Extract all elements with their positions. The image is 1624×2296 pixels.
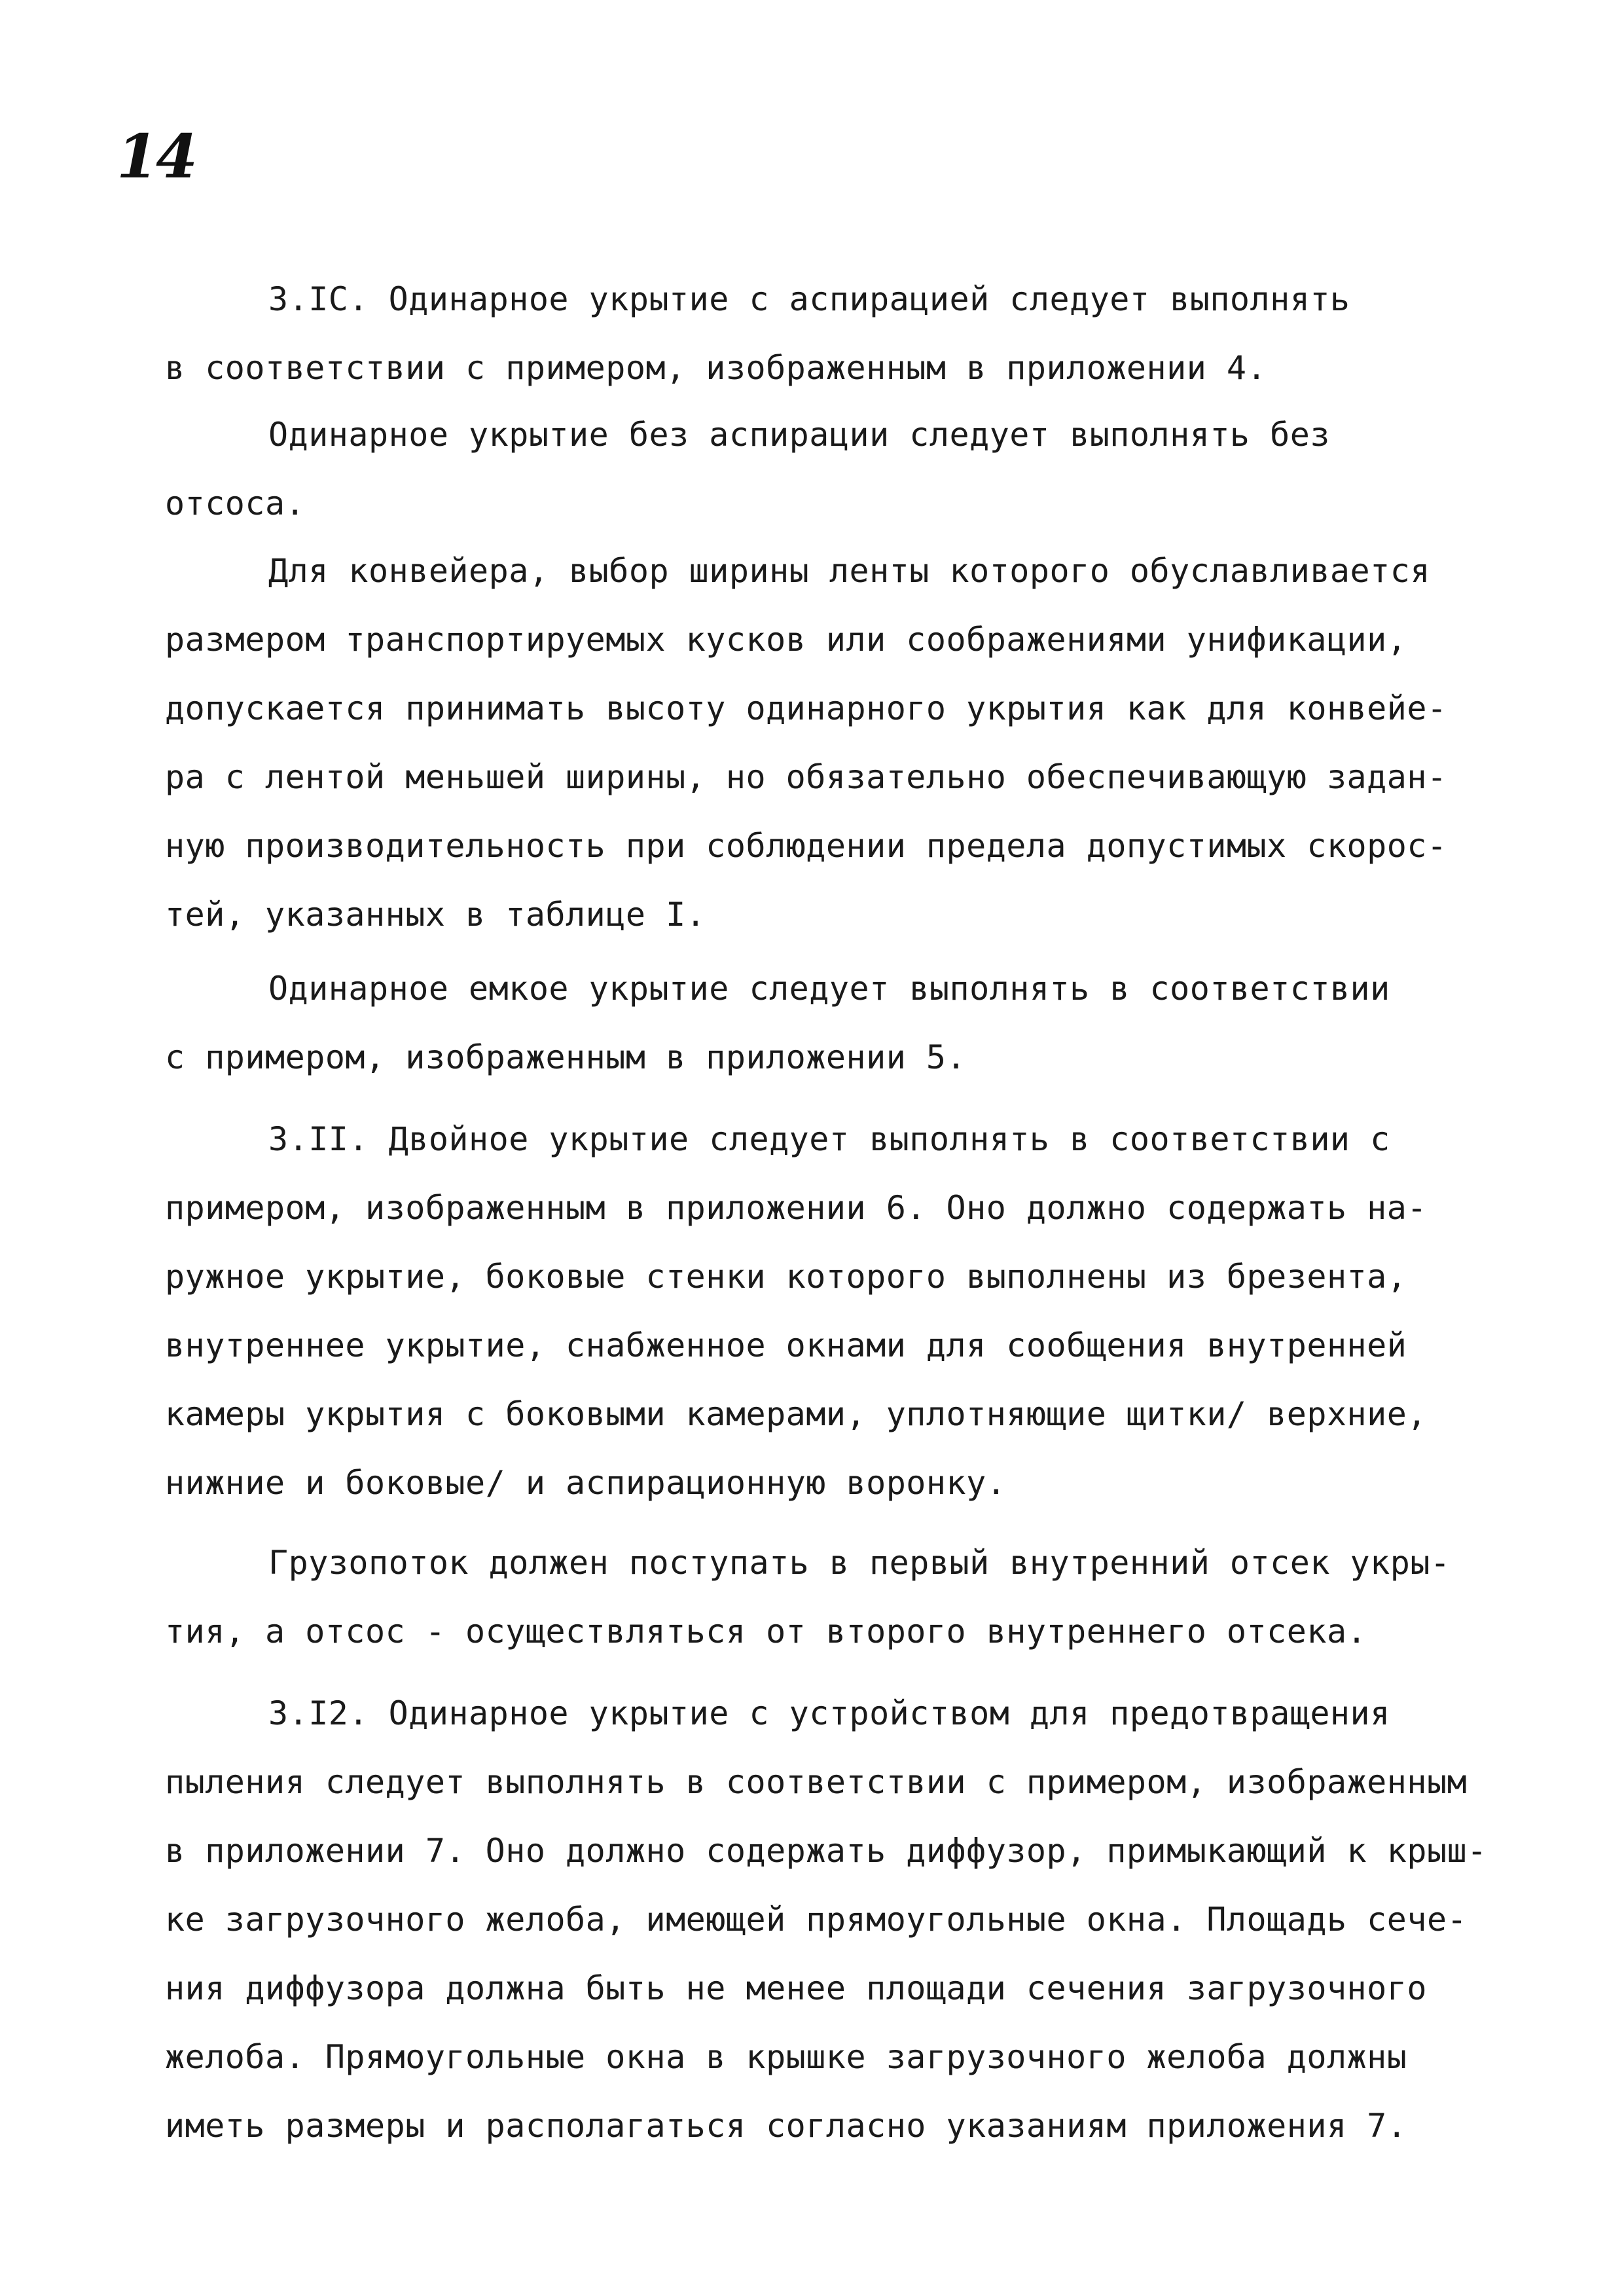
paragraph-cargo-flow [165, 1529, 1500, 1666]
text-line: допускается принимать высоту одинарного укрытия как для конвейе- [165, 689, 1447, 727]
text-line: ружное укрытие, боковые стенки которого выполнены из брезента, [165, 1258, 1407, 1296]
text-line: 3.IC. Одинарное укрытие с аспирацией следует выполнять [268, 280, 1350, 318]
text-line: тей, указанных в таблице I. [165, 896, 706, 934]
text-line: размером транспортируемых кусков или соображениями унификации, [165, 621, 1407, 659]
paragraph-conveyor-width [165, 537, 1500, 949]
text-line: в приложении 7. Оно должно содержать диффузор, примыкающий к крыш- [165, 1832, 1487, 1870]
paragraph-without-aspiration [165, 401, 1500, 538]
text-line: камеры укрытия с боковыми камерами, уплотняющие щитки/ верхние, [165, 1395, 1427, 1433]
text-line: в соответствии с примером, изображенным в приложении 4. [165, 349, 1267, 387]
text-line: с примером, изображенным в приложении 5. [165, 1038, 967, 1076]
text-line: иметь размеры и располагаться согласно указаниям приложения 7. [165, 2107, 1407, 2145]
text-line: ния диффузора должна быть не менее площади сечения загрузочного [165, 1969, 1427, 2007]
text-line: Одинарное емкое укрытие следует выполнять в соответствии [268, 970, 1390, 1008]
text-line: 3.I2. Одинарное укрытие с устройством для предотвращения [268, 1694, 1390, 1732]
page-number: 14 [117, 121, 196, 192]
text-line: 3.II. Двойное укрытие следует выполнять в соответствии с [268, 1120, 1390, 1158]
paragraph-3-10 [165, 265, 1500, 403]
paragraph-3-12 [165, 1679, 1500, 2160]
text-line: ра с лентой меньшей ширины, но обязательно обеспечивающую задан- [165, 758, 1447, 796]
paragraph-capacious-cover [165, 955, 1500, 1092]
text-line: ке загрузочного желоба, имеющей прямоугольные окна. Площадь сече- [165, 1901, 1468, 1939]
text-line: Грузопоток должен поступать в первый внутренний отсек укры- [268, 1544, 1451, 1582]
text-line: пыления следует выполнять в соответствии с примером, изображенным [165, 1763, 1468, 1801]
text-line: отсоса. [165, 484, 306, 522]
text-line: ную производительность при соблюдении предела допустимых скорос- [165, 827, 1447, 865]
text-line: Одинарное укрытие без аспирации следует выполнять без [268, 416, 1330, 454]
text-line: нижние и боковые/ и аспирационную воронку. [165, 1464, 1007, 1502]
text-line: примером, изображенным в приложении 6. Оно должно содержать на- [165, 1189, 1427, 1227]
paragraph-3-11 [165, 1105, 1500, 1518]
text-line: желоба. Прямоугольные окна в крышке загрузочного желоба должны [165, 2038, 1407, 2076]
text-line: тия, а отсос - осуществляться от второго внутреннего отсека. [165, 1613, 1367, 1650]
text-line: внутреннее укрытие, снабженное окнами для сообщения внутренней [165, 1326, 1407, 1364]
text-line: Для конвейера, выбор ширины ленты которого обуславливается [268, 552, 1430, 590]
